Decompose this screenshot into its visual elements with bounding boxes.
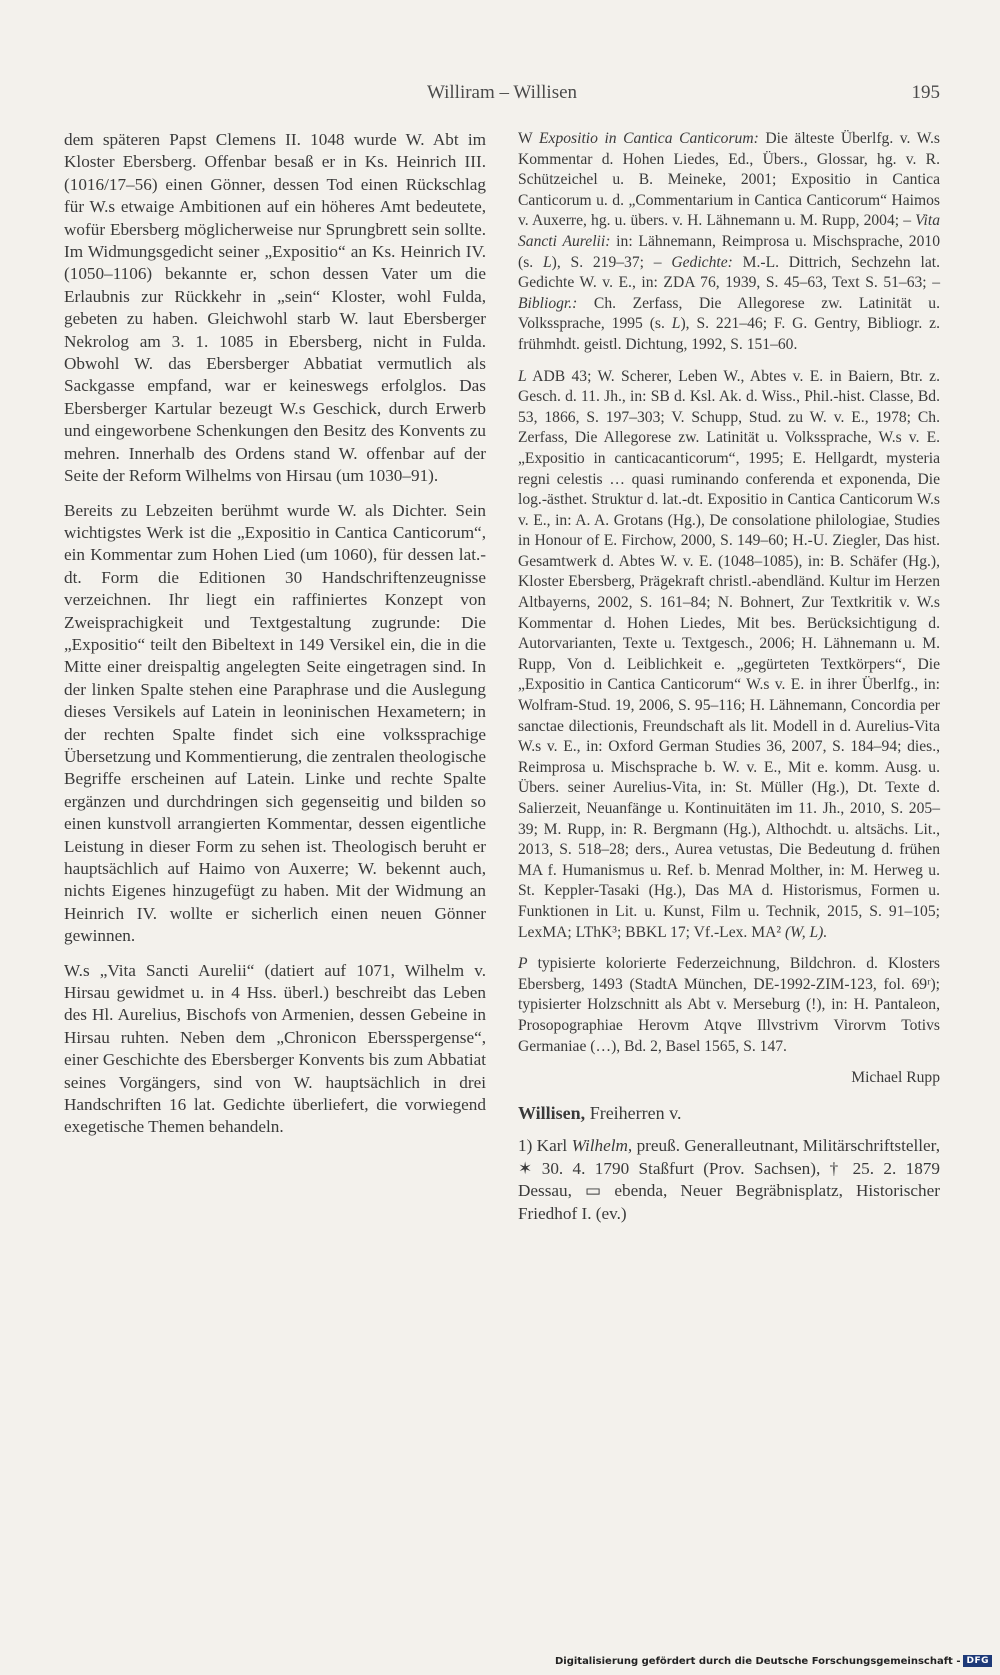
paragraph: W.s „Vita Sancti Aurelii“ (datiert auf 1071, Wilhelm v. Hirsau gewidmet u. in 4 Hss. überl.) beschreibt das Leben des Hl. Aurelius, Bischofs von Armenien, dessen Gebeine in Hirsau ruhten. Neben dem „Chronicon Ebersspergense“, einer Geschichte des Ebersberger Konvents bis zum Abbatiat seines Vorgängers, sind von W. hauptsächlich in drei Handschriften 16 lat. Gedichte überliefert, die vorwiegend exegetische Themen behandeln. [64,960,486,1137]
text-run: typisierte kolorierte Federzeichnung, Bildchron. d. Klosters Ebersberg, 1493 (StadtA München, DE-1992-ZIM-123, fol. 69ʳ); typisierter Holzschnitt als Abt v. Merseburg (!), in: H. Pantaleon, Prosopographiae Herovm Atqve Illvstrivm Virorvm Totivs Germaniae (…), Bd. 2, Basel 1565, S. 147. [518,955,940,1055]
text-run: Ch. Zerfass, Die Allegorese zw. Latinität u. Volkssprache, 1995 (s. [518,294,940,333]
siglum: L [542,253,552,271]
work-title: Gedichte: [671,253,733,271]
siglum: L [671,315,681,333]
text-run: ), S. 221–46; F. G. Gentry, Bibliogr. z. frühmhdt. geistl. Dichtung, 1992, S. 151–60. [518,315,941,353]
section-letter: L [518,367,527,385]
paragraph: Bereits zu Lebzeiten berühmt wurde W. als Dichter. Sein wichtigstes Werk ist die „Expositio in Cantica Canticorum“, ein Kommentar zum Hohen Lied (um 1060), für dessen lat.-dt. Form die Editionen 30 Handschriftenzeugnisse verzeichnen. Ihr liegt ein raffiniertes Konzept von Zweisprachigkeit und Textgestaltung zugrunde: Die „Expositio“ teilt den Bibeltext in 149 Versikel ein, die in die Mitte einer dreispaltig angelegten Seite eingetragen sind. In der linken Spalte stehen eine Paraphrase und die Auslegung dieses Versikels auf Latein in leoninischen Hexametern; in der rechten Spalte findet sich eine volkssprachige Übersetzung und Kommentierung, die zentralen theologische Begriffe erscheinen auf Latein. Linke und rechte Spalte ergänzen und durchdringen sich gegenseitig und bilden so einen kunstvoll arrangierten Kommentar, dessen eigentliche Leistung in dieser Form zu sehen ist. Theologisch beruht er hauptsächlich auf Haimo von Auxerre; W. bekennt auch, nichts Eigenes hinzugefügt zu haben. Mit der Widmung an Heinrich IV. wollte er sicherlich einen neuen Gönner gewinnen. [64,500,486,946]
portrait-section [518,954,940,1057]
right-column [518,129,940,1225]
text-run: preuß. Generalleutnant, Militärschriftsteller, ✶ 30. 4. 1790 Staßfurt (Prov. Sachsen), † 25. 2. 1879 Dessau, ▭ ebenda, Neuer Begräbnisplatz, Historischer Friedhof I. (ev.) [518,1136,941,1223]
footer-text: Digitalisierung gefördert durch die Deutsche Forschungsgemeinschaft - [554,1655,961,1667]
literature-section [518,367,940,944]
entry-name: Willisen, [518,1102,586,1123]
siglum: (W, L). [784,923,828,941]
section-letter: W [518,130,533,147]
left-column [64,129,486,1151]
section-letter: P [518,955,528,973]
dfg-logo-icon: DFG [963,1655,992,1667]
work-title: Bibliogr.: [518,294,578,312]
digitization-footer [555,1655,992,1667]
entry-body [518,1135,940,1225]
text-run: ), S. 219–37; – [551,253,672,271]
paragraph: dem späteren Papst Clemens II. 1048 wurde W. Abt im Kloster Ebersberg. Offenbar besaß er in Ks. Heinrich III. (1016/17–56) einen Gönner, dessen Tod einen Rückschlag für W.s etwaige Ambitionen auf ein höheres Amt bedeutete, wofür Ebersberg möglicherweise nur Sprungbrett sein sollte. Im Widmungsgedicht seiner „Expositio“ an Ks. Heinrich IV. (1050–1106) bekannte er, schon dessen Vater um die Erlaubnis zur Rückkehr in „sein“ Kloster, wohl Fulda, gebeten zu haben. Gleichwohl starb W. laut Ebersberger Nekrolog am 3. 1. 1085 in Ebersberg, nicht in Fulda. Obwohl W. das Ebersberger Abbatiat vermutlich als Sackgasse empfand, war er keineswegs erfolglos. Das Ebersberger Kartular bezeugt W.s Geschick, durch Erwerb und eingeworbene Schenkungen den Besitz des Konvents zu mehren. Innerhalb des Ordens stand W. offenbar auf der Seite der Reform Wilhelms von Hirsau (um 1030–91). [64,130,486,486]
text-run: ADB 43; W. Scherer, Leben W., Abtes v. E. in Baiern, Btr. z. Gesch. d. 11. Jh., in: SB d. Ksl. Ak. d. Wiss., Phil.-hist. Classe, Bd. 53, 1866, S. 197–303; V. Schupp, Stud. zu W. v. E., 1978; Ch. Zerfass, Die Allegorese zw. Latinität u. Volkssprache, W.s v. E. „Expositio in canticacanticorum“, 1995; E. Hellgardt, mysteria regni celestis … quasi ruminando conferenda et exponenda, Die log.-ästhet. Struktur d. lat.-dt. Expositio in Cantica Canticorum W.s v. E., in: A. A. Grotans (Hg.), De consolatione philologiae, Studies in Honour of E. Firchow, 2000, S. 149–60; H.-U. Ziegler, Das hist. Gesamtwerk d. Abtes W. v. E. (1048–1085), in: B. Schäfer (Hg.), Kloster Ebersberg, Prägekraft christl.-abendländ. Kultur im Herzen Altbayerns, 2002, S. 161–84; N. Bohnert, Zur Textkritik v. W.s Kommentar d. Hohen Liedes, Mit bes. Berücksichtigung d. Autorvarianten, Texte u. Textgesch., 2006; H. Lähnemann u. M. Rupp, Von d. Leiblichkeit e. „gegürteten Textkörpers“, Die „Expositio in Cantica Canticorum“ W.s v. E. in ihrer Überlfg., in: Wolfram-Stud. 19, 2006, S. 95–116; H. Lähnemann, Concordia per sanctae dilectionis, Freundschaft als lit. Modell in d. Aurelius-Vita W.s v. E., in: Oxford German Studies 36, 2007, S. 184–94; dies., Reimprosa u. Mischsprache b. W. v. E., Mit e. komm. Ausg. u. Übers. seiner Aurelius-Vita, in: St. Müller (Hg.), Dt. Texte d. Salierzeit, Neuanfänge u. Kontinuitäten im 11. Jh., 2010, S. 205–39; M. Rupp, in: R. Bergmann (Hg.), Althochdt. u. altsächs. Lit., 2013, S. 518–28; ders., Aurea vetustas, Die Bedeutung d. frühen MA f. Humanismus u. Ref. b. Menrad Molther, in: M. Herweg u. St. Keppler-Tasaki (Hg.), Das MA d. Historismus, Formen u. Funktionen in Lit. u. Kunst, Film u. Technik, 2015, S. 91–105; LexMA; LThK³; BBKL 17; Vf.-Lex. MA² [518,367,940,941]
text-run: Die älteste Überlfg. v. W.s Kommentar d. Hohen Liedes, Ed., Übers., Glossar, hg. v. R. Schützeichel u. B. Meineke, 2001; Expositio in Cantica Canticorum u. d. „Commentarium in Cantica Canticorum“ Haimos v. Auxerre, hg. u. übers. v. H. Lähnemann u. M. Rupp, 2004; – [518,130,940,230]
author-signature: Michael Rupp [851,1069,940,1087]
work-title: Vita Sancti Aurelii: [518,212,940,250]
entry-heading [518,1103,940,1124]
works-section [518,129,940,356]
work-title: Expositio in Cantica Canticorum: [539,130,759,147]
entry-family: Freiherren v. [585,1102,682,1123]
entry-forename: Wilhelm, [571,1136,633,1156]
text-run: 1) Karl [518,1136,572,1156]
text-run: M.-L. Dittrich, Sechzehn lat. Gedichte W. v. E., in: ZDA 76, 1939, S. 45–63, Text S. 51–63; – [518,253,940,292]
page-number: 195 [911,82,940,103]
running-title: Williram – Willisen [426,82,578,103]
text-run: in: Lähnemann, Reimprosa u. Mischsprache, 2010 (s. [518,232,940,271]
